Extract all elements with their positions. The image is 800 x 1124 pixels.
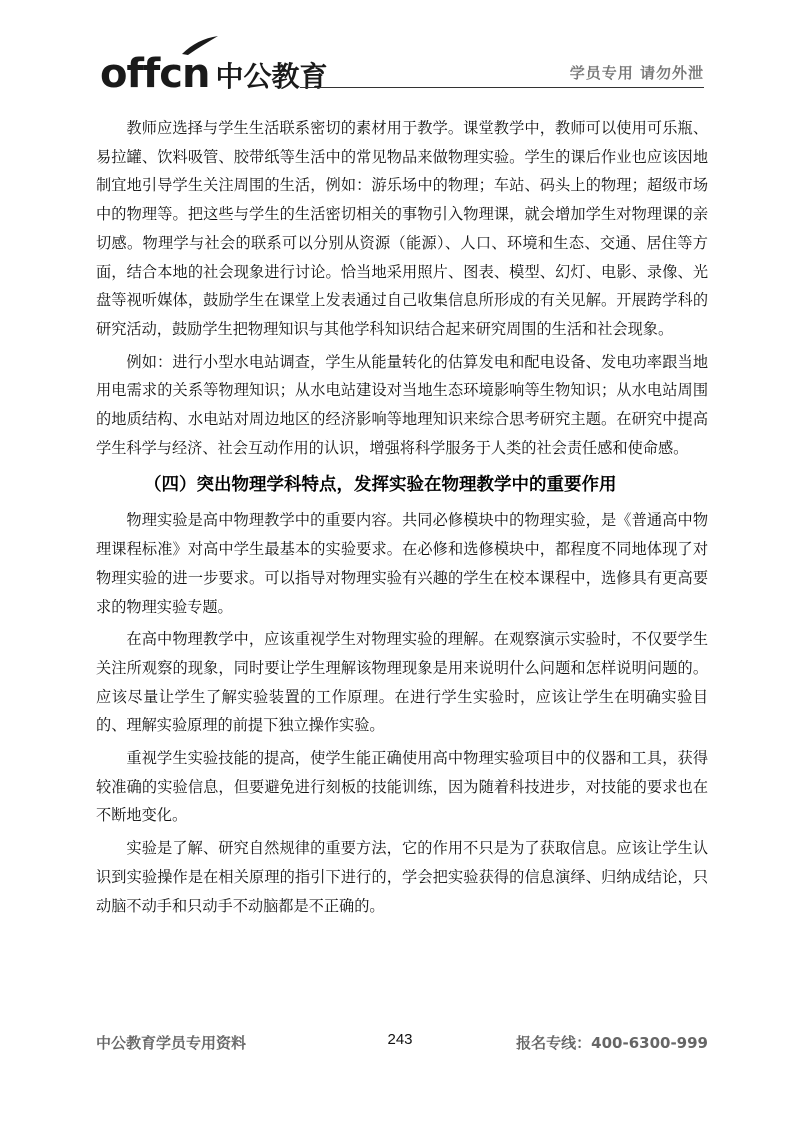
paragraph: 物理实验是高中物理教学中的重要内容。共同必修模块中的物理实验，是《普通高中物理课程标准》对高中学生最基本的实验要求。在必修和选修模块中，都程度不同地体现了对物理实验的进一步要求。可以指导对物理实验有兴趣的学生在校本课程中，选修具有更高要求的物理实验专题。 (96, 511, 708, 616)
logo-latin-text: offcn (100, 51, 210, 97)
page-number: 243 (387, 1031, 413, 1048)
logo-chinese-text: 中公教育 (215, 60, 328, 93)
footer-hotline: 报名专线：400-6300-999 (516, 1034, 708, 1052)
footer-source: 中公教育学员专用资料 (96, 1034, 247, 1052)
paragraph: 重视学生实验技能的提高，使学生能正确使用高中物理实验项目中的仪器和工具，获得较准确的实验信息，但要避免进行刻板的技能训练，因为随着科技进步，对技能的要求也在不断地变化。 (96, 749, 708, 825)
confidential-tag: 学员专用 请勿外泄 (569, 64, 704, 82)
offcn-logo (100, 38, 328, 97)
section-heading: （四）突出物理学科特点，发挥实验在物理教学中的重要作用 (144, 475, 617, 496)
paragraph: 例如：进行小型水电站调查，学生从能量转化的估算发电和配电设备、发电功率跟当地用电需求的关系等物理知识；从水电站建设对当地生态环境影响等生物知识；从水电站周围的地质结构、水电站对周边地区的经济影响等地理知识来综合思考研究主题。在研究中提高学生科学与经济、社会互动作用的认识，增强将科学服务于人类的社会责任感和使命感。 (96, 352, 708, 457)
page-content (96, 114, 708, 920)
paragraph: 教师应选择与学生生活联系密切的素材用于教学。课堂教学中，教师可以使用可乐瓶、易拉罐、饮料吸管、胶带纸等生活中的常见物品来做物理实验。学生的课后作业也应该因地制宜地引导学生关注周围的生活，例如：游乐场中的物理；车站、码头上的物理；超级市场中的物理等。把这些与学生的生活密切相关的事物引入物理课，就会增加学生对物理课的亲切感。物理学与社会的联系可以分别从资源（能源）、人口、环境和生态、交通、居住等方面，结合本地的社会现象进行讨论。恰当地采用照片、图表、模型、幻灯、电影、录像、光盘等视听媒体，鼓励学生在课堂上发表通过自己收集信息所形成的有关见解。开展跨学科的研究活动，鼓励学生把物理知识与其他学科知识结合起来研究周围的生活和社会现象。 (96, 119, 708, 338)
header-divider (300, 87, 704, 88)
page-header (0, 0, 800, 100)
logo-swoosh-icon (180, 34, 220, 56)
paragraph: 在高中物理教学中，应该重视学生对物理实验的理解。在观察演示实验时，不仅要学生关注所观察的现象，同时要让学生理解该物理现象是用来说明什么问题和怎样说明问题的。应该尽量让学生了解实验装置的工作原理。在进行学生实验时，应该让学生在明确实验目的、理解实验原理的前提下独立操作实验。 (96, 630, 708, 735)
paragraph: 实验是了解、研究自然规律的重要方法，它的作用不只是为了获取信息。应该让学生认识到实验操作是在相关原理的指引下进行的，学会把实验获得的信息演绎、归纳成结论，只动脑不动手和只动手不动脑都是不正确的。 (96, 839, 708, 915)
